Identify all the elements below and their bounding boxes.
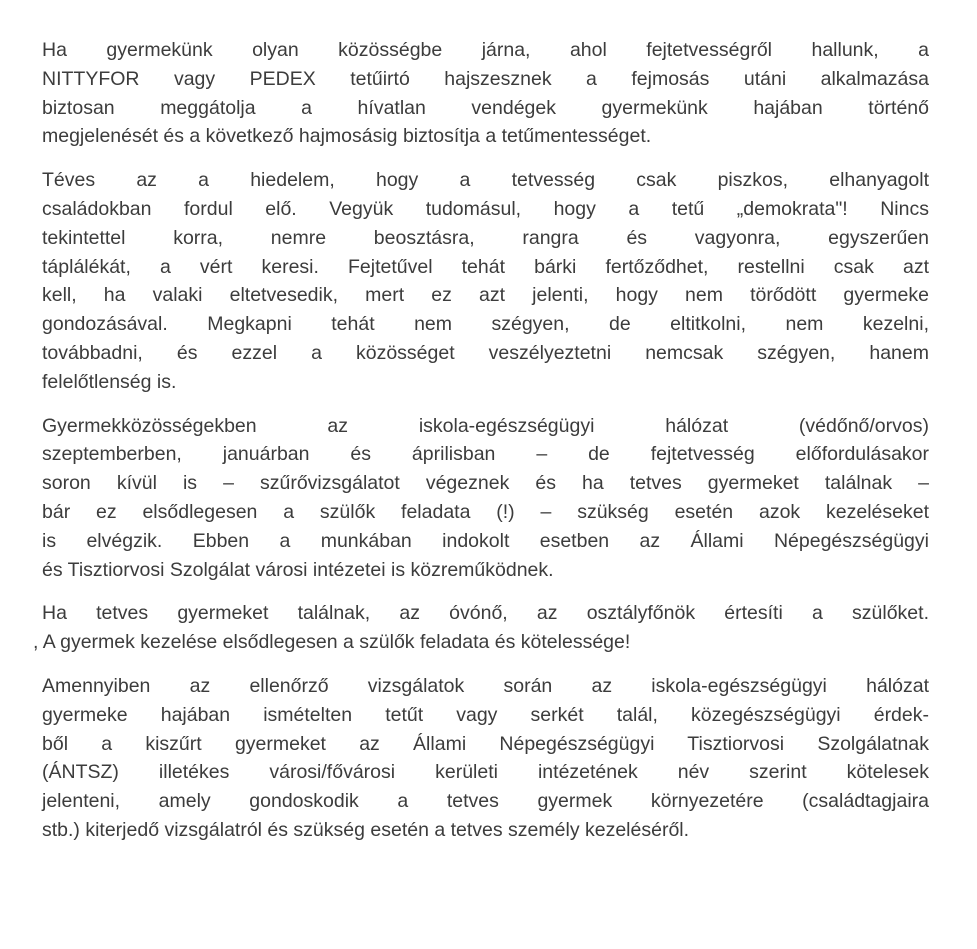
text-line: stb.) kiterjedő vizsgálatról és szükség esetén a tetves személy kezeléséről.	[42, 818, 690, 841]
text-line: tekintettel korra, nemre beosztásra, rangra és vagyonra, egyszerűen	[42, 226, 929, 249]
text-line: Téves az a hiedelem, hogy a tetvesség csak piszkos, elhanyagolt	[42, 169, 929, 192]
text-line: továbbadni, és ezzel a közösséget veszélyeztetni nemcsak szégyen, hanem	[42, 341, 929, 364]
text-line: felelőtlenség is.	[42, 370, 177, 393]
paragraph-reporting-obligation	[42, 672, 929, 845]
text-line: NITTYFOR vagy PEDEX tetűirtó hajszesznek a fejmosás utáni alkalmazása	[42, 67, 929, 90]
text-line: családokban fordul elő. Vegyük tudomásul, hogy a tetű „demokrata"! Nincs	[42, 197, 929, 220]
text-line: megjelenését és a következő hajmosásig biztosítja a tetűmentességet.	[42, 125, 652, 148]
text-line: kell, ha valaki eltetvesedik, mert ez azt jelenti, hogy nem törődött gyermeke	[42, 284, 929, 307]
text-line: és Tisztiorvosi Szolgálat városi intézetei is közreműködnek.	[42, 558, 554, 581]
paragraph-lice-prevention	[42, 36, 929, 151]
text-line: Amennyiben az ellenőrző vizsgálatok során az iskola-egészségügyi hálózat	[42, 674, 929, 697]
text-line: biztosan meggátolja a hívatlan vendégek gyermekünk hajában történő	[42, 96, 929, 119]
text-line: szeptemberben, januárban és áprilisban – de fejtetvesség előfordulásakor	[42, 443, 929, 466]
text-line: Ha gyermekünk olyan közösségbe járna, ahol fejtetvességről hallunk, a	[42, 39, 929, 61]
text-line: ből a kiszűrt gyermeket az Állami Népegészségügyi Tisztiorvosi Szolgálatnak	[42, 732, 929, 755]
text-line: jelenteni, amely gondoskodik a tetves gyermek környezetére (családtagjaira	[42, 790, 929, 813]
text-line: Ha tetves gyermeket találnak, az óvónő, az osztályfőnök értesíti a szülőket.	[42, 602, 929, 625]
document-page	[33, 36, 929, 860]
text-line: táplálékát, a vért keresi. Fejtetűvel tehát bárki fertőződhet, restellni csak azt	[42, 255, 929, 278]
paragraph-misconception	[42, 166, 929, 396]
text-line: is elvégzik. Ebben a munkában indokolt esetben az Állami Népegészségügyi	[42, 529, 929, 552]
text-line: gyermeke hajában ismételten tetűt vagy serkét talál, közegészségügyi érdek-	[42, 703, 929, 726]
text-line: soron kívül is – szűrővizsgálatot végeznek és ha tetves gyermeket találnak –	[42, 472, 929, 495]
text-line: , A gyermek kezelése elsődlegesen a szülők feladata és kötelessége!	[33, 631, 631, 654]
paragraph-school-screening	[42, 412, 929, 585]
paragraph-parent-notification	[33, 599, 929, 657]
text-line: gondozásával. Megkapni tehát nem szégyen, de eltitkolni, nem kezelni,	[42, 313, 929, 336]
text-line: bár ez elsődlegesen a szülők feladata (!) – szükség esetén azok kezeléseket	[42, 500, 929, 523]
text-line: (ÁNTSZ) illetékes városi/fővárosi kerületi intézetének név szerint kötelesek	[42, 761, 929, 784]
text-line: Gyermekközösségekben az iskola-egészségügyi hálózat (védőnő/orvos)	[42, 414, 929, 437]
